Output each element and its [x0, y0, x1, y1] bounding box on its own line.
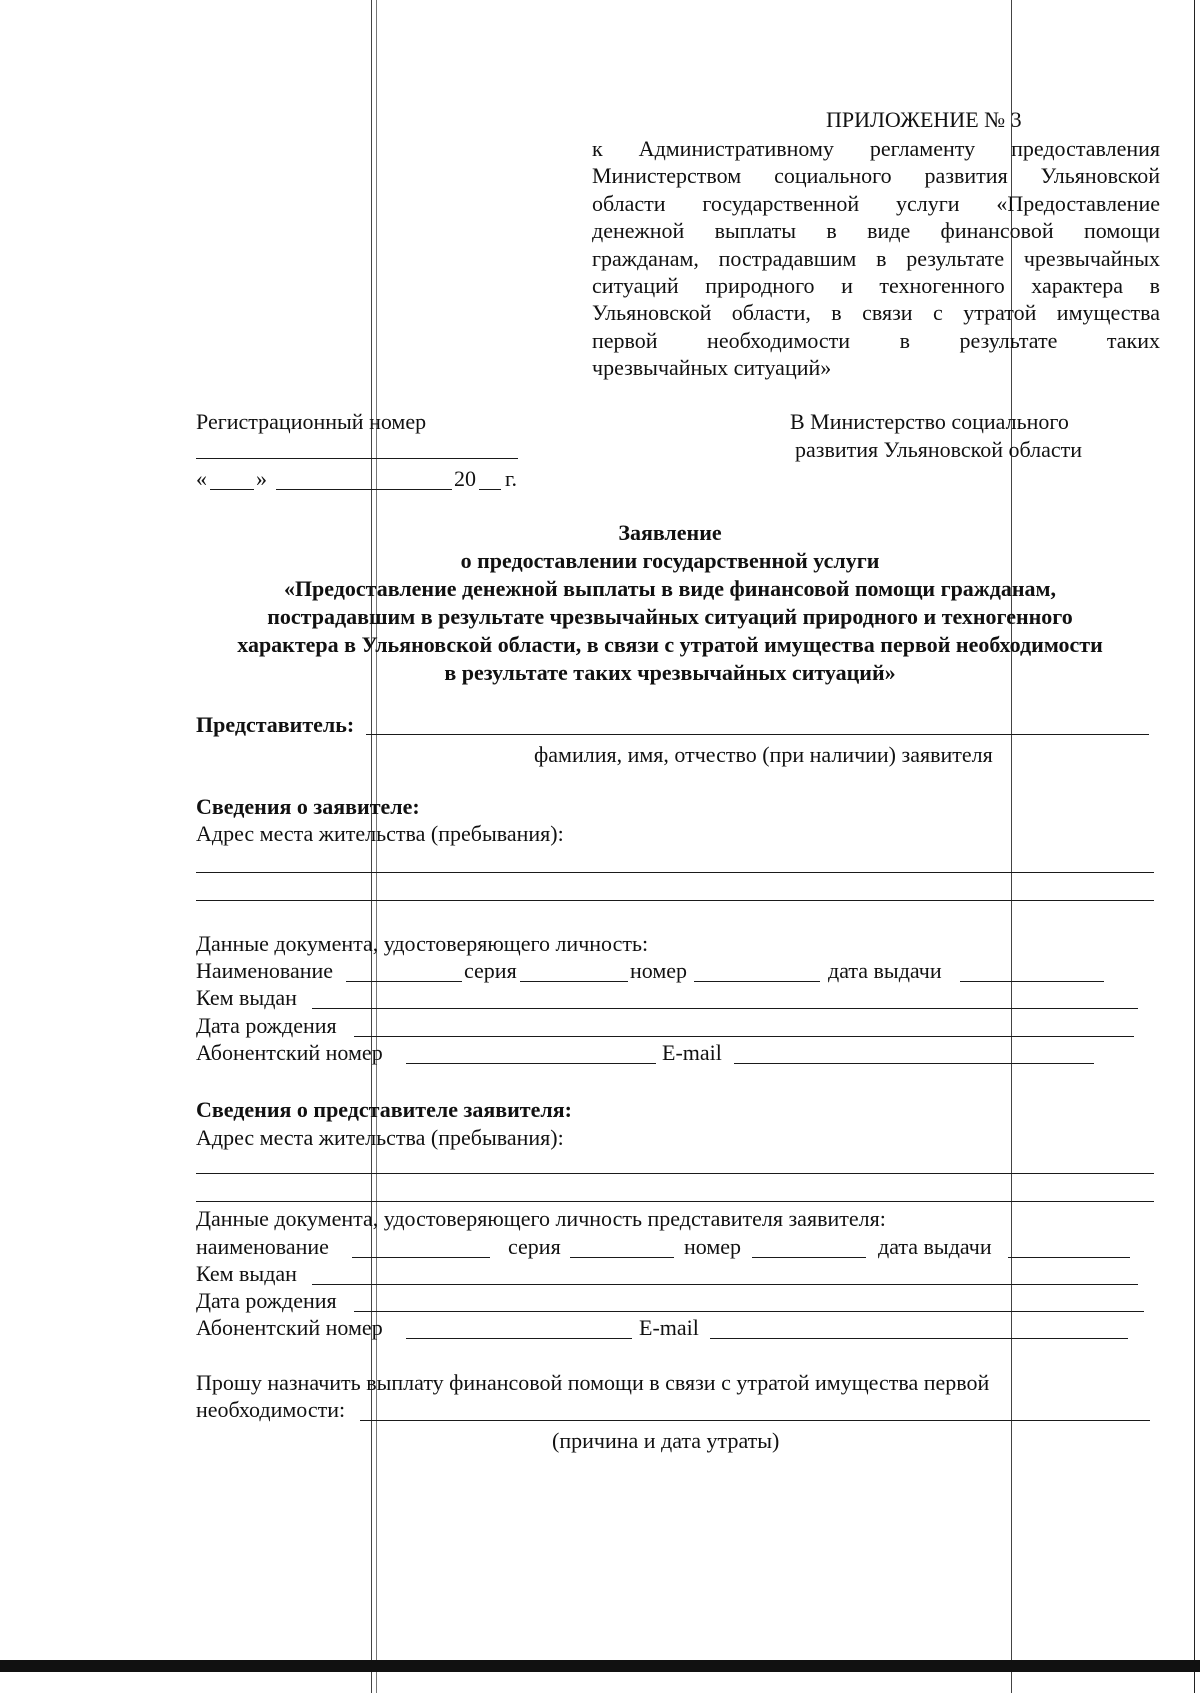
addressee-line-2: развития Ульяновской области [795, 437, 1083, 462]
applicant-rep-doc-title: Данные документа, удостоверяющего личность представителя заявителя: [196, 1206, 886, 1231]
appendix-line: к Административному регламенту предоставления [592, 136, 1160, 161]
applicant-doc-number-label: номер [630, 958, 688, 983]
applicant-rep-doc-series-label: серия [508, 1234, 561, 1259]
date-day-field[interactable] [210, 489, 254, 490]
applicant-doc-number-field[interactable] [694, 981, 820, 982]
statement-heading [170, 519, 1170, 687]
scan-bottom-edge [0, 1660, 1200, 1672]
applicant-doc-date-field[interactable] [960, 981, 1104, 982]
registration-label: Регистрационный номер [196, 409, 427, 434]
heading-line: в результате таких чрезвычайных ситуаций» [444, 660, 896, 685]
representative-label: Представитель: [196, 712, 355, 737]
request-reason-field[interactable] [360, 1420, 1150, 1421]
applicant-section-title: Сведения о заявителе: [196, 794, 420, 819]
heading-line: о предоставлении государственной услуги [460, 548, 880, 573]
applicant-rep-doc-number-label: номер [684, 1234, 742, 1259]
applicant-doc-name-field[interactable] [346, 981, 462, 982]
appendix-line: чрезвычайных ситуаций» [592, 355, 832, 381]
date-year-field[interactable] [479, 489, 501, 490]
applicant-doc-date-label: дата выдачи [828, 958, 942, 983]
applicant-address-field-1[interactable] [196, 872, 1154, 873]
applicant-issued-by-field[interactable] [312, 1008, 1138, 1009]
statement-title: Заявление [618, 520, 722, 545]
applicant-birth-date-label: Дата рождения [196, 1013, 337, 1038]
date-close-quote: » [256, 466, 267, 491]
appendix-line: Министерством социального развития Ульяновской [592, 163, 1160, 189]
applicant-rep-doc-date-field[interactable] [1008, 1257, 1130, 1258]
registration-number-field[interactable] [196, 458, 518, 459]
appendix-line: первой необходимости в результате таких [592, 327, 1160, 353]
request-line-2: необходимости: [196, 1397, 346, 1422]
applicant-rep-phone-label: Абонентский номер [196, 1315, 383, 1340]
applicant-rep-issued-by-field[interactable] [312, 1284, 1138, 1285]
applicant-rep-address-field-2[interactable] [196, 1201, 1154, 1202]
appendix-line: Ульяновской области, в связи с утратой имущества [592, 300, 1160, 326]
applicant-address-field-2[interactable] [196, 900, 1154, 901]
representative-hint: фамилия, имя, отчество (при наличии) заявителя [534, 742, 993, 767]
applicant-address-label: Адрес места жительства (пребывания): [196, 821, 564, 846]
date-open-quote: « [196, 466, 207, 491]
appendix-title: ПРИЛОЖЕНИЕ № 3 [826, 107, 1022, 132]
applicant-email-field[interactable] [734, 1063, 1094, 1064]
date-year-prefix: 20 [454, 466, 476, 491]
request-hint: (причина и дата утраты) [552, 1428, 780, 1453]
applicant-rep-email-label: E-mail [639, 1315, 699, 1340]
applicant-email-label: E-mail [662, 1040, 722, 1065]
heading-line: характера в Ульяновской области, в связи с утратой имущества первой необходимости [237, 632, 1103, 657]
applicant-doc-name-label: Наименование [196, 958, 334, 983]
date-month-field[interactable] [276, 489, 452, 490]
appendix-line: денежной выплаты в виде финансовой помощи [592, 218, 1160, 244]
applicant-rep-doc-series-field[interactable] [570, 1257, 674, 1258]
applicant-doc-title: Данные документа, удостоверяющего личность: [196, 931, 649, 956]
applicant-rep-email-field[interactable] [710, 1338, 1128, 1339]
applicant-rep-birth-date-field[interactable] [354, 1311, 1144, 1312]
applicant-rep-phone-field[interactable] [406, 1338, 632, 1339]
applicant-doc-series-field[interactable] [520, 981, 628, 982]
heading-line: пострадавшим в результате чрезвычайных ситуаций природного и техногенного [267, 604, 1073, 629]
date-year-suffix: г. [505, 466, 518, 491]
applicant-rep-birth-date-label: Дата рождения [196, 1288, 337, 1313]
applicant-rep-doc-name-field[interactable] [352, 1257, 490, 1258]
applicant-doc-series-label: серия [464, 958, 517, 983]
appendix-text [592, 135, 1160, 382]
appendix-line: ситуаций природного и техногенного характера в [592, 273, 1160, 299]
applicant-issued-by-label: Кем выдан [196, 985, 297, 1010]
appendix-line: гражданам, пострадавшим в результате чрезвычайных [592, 245, 1160, 271]
scan-edge-line-right [1194, 0, 1195, 1693]
applicant-rep-doc-name-label: наименование [196, 1234, 329, 1259]
applicant-phone-label: Абонентский номер [196, 1040, 383, 1065]
applicant-rep-address-label: Адрес места жительства (пребывания): [196, 1125, 564, 1150]
applicant-rep-section-title: Сведения о представителе заявителя: [196, 1097, 572, 1122]
applicant-birth-date-field[interactable] [354, 1036, 1134, 1037]
addressee-line-1: В Министерство социального [790, 409, 1069, 434]
request-line-1: Прошу назначить выплату финансовой помощи в связи с утратой имущества первой [196, 1370, 990, 1395]
representative-field[interactable] [366, 734, 1149, 735]
applicant-rep-address-field-1[interactable] [196, 1173, 1154, 1174]
applicant-rep-doc-date-label: дата выдачи [878, 1234, 992, 1259]
applicant-phone-field[interactable] [406, 1063, 656, 1064]
heading-line: «Предоставление денежной выплаты в виде финансовой помощи гражданам, [283, 576, 1057, 601]
appendix-line: области государственной услуги «Предоставление [592, 190, 1160, 216]
applicant-rep-issued-by-label: Кем выдан [196, 1261, 297, 1286]
applicant-rep-doc-number-field[interactable] [752, 1257, 866, 1258]
